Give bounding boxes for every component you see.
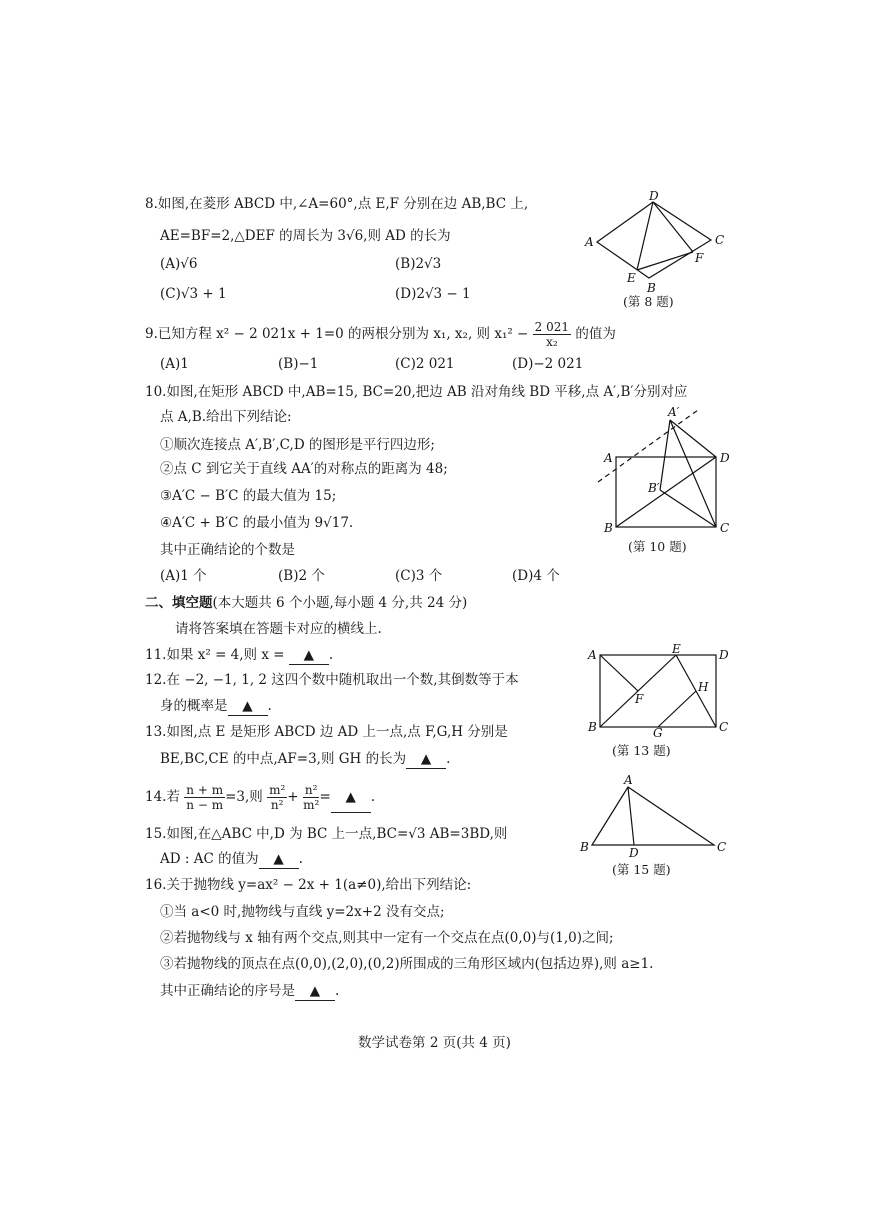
q13-label-f: F xyxy=(635,692,644,706)
q13-label-c: C xyxy=(719,720,729,734)
q8-rhombus xyxy=(597,202,711,278)
q13-label-h: H xyxy=(698,680,709,694)
q10-conclusion-2: ②点 C 到它关于直线 AA′的对称点的距离为 48; xyxy=(160,461,448,477)
q9-tail: 的值为 xyxy=(575,326,616,342)
q13-figure xyxy=(588,642,738,744)
q13-caption: (第 13 题) xyxy=(612,743,671,758)
q13-line1: 13.如图,点 E 是矩形 ABCD 边 AD 上一点,点 F,G,H 分别是 xyxy=(145,724,508,740)
q9-frac-num: 2 021 xyxy=(534,320,570,334)
q8-label-b: B xyxy=(647,281,656,295)
q14-f2-num: m² xyxy=(269,783,286,797)
q12-end: . xyxy=(267,698,272,714)
q13-answer-blank: ▲ xyxy=(406,750,446,769)
q10-label-c: C xyxy=(720,521,730,535)
q11-line xyxy=(145,646,333,665)
q14-end: . xyxy=(370,789,376,805)
q13-text: BE,BC,CE 的中点,AF=3,则 GH 的长为 xyxy=(160,751,407,767)
q10-conclusion-3: ③A′C − B′C 的最大值为 15; xyxy=(160,488,337,504)
q15-line2 xyxy=(160,850,303,869)
section2-title: 二、填空题 xyxy=(145,595,213,611)
q15-text: AD : AC 的值为 xyxy=(160,851,259,867)
section2-heading xyxy=(145,594,467,612)
q14-prefix: 14.若 xyxy=(145,789,180,805)
q10-segment-a1b1 xyxy=(660,420,670,490)
q14-f3-num: n² xyxy=(304,783,318,797)
q13-line2 xyxy=(160,750,450,769)
section2-instruction: 请将答案填在答题卡对应的横线上. xyxy=(175,621,382,637)
q12-text: 身的概率是 xyxy=(160,698,228,714)
q13-label-d: D xyxy=(719,648,729,662)
q8-option-a: (A)√6 xyxy=(160,256,198,272)
q8-label-f: F xyxy=(695,251,704,265)
q12-line1: 12.在 −2, −1, 1, 2 这四个数中随机取出一个数,其倒数等于本 xyxy=(145,672,519,688)
q14-plus: + xyxy=(287,789,299,805)
q8-segment-ef xyxy=(637,252,693,270)
q8-line2: AE=BF=2,△DEF 的周长为 3√6,则 AD 的长为 xyxy=(160,228,451,244)
q16-conclusion-2: ②若抛物线与 x 轴有两个交点,则其中一定有一个交点在点(0,0)与(1,0)之间; xyxy=(160,930,614,946)
page-footer: 数学试卷第 2 页(共 4 页) xyxy=(358,1035,511,1051)
q13-label-b: B xyxy=(588,720,597,734)
q13-label-g: G xyxy=(653,726,663,740)
q16-ask-line xyxy=(160,982,339,1001)
q14-f1-den: n − m xyxy=(186,798,224,812)
q8-label-a: A xyxy=(585,235,594,249)
q14-mid: =3,则 xyxy=(225,789,263,805)
q15-answer-blank: ▲ xyxy=(259,850,299,869)
q15-label-c: C xyxy=(717,840,727,854)
q12-line2 xyxy=(160,697,272,716)
q8-label-e: E xyxy=(627,271,636,285)
q8-segment-df xyxy=(653,202,693,252)
q14-f3-den: m² xyxy=(303,798,320,812)
q13-rectangle-diagram xyxy=(588,642,738,740)
q11-end: . xyxy=(328,647,334,663)
q9-stem: 9.已知方程 x² − 2 021x + 1=0 的两根分别为 x₁, x₂, 则 x₁² − xyxy=(145,326,533,342)
q8-caption: (第 8 题) xyxy=(623,294,674,309)
q8-option-c: (C)√3 + 1 xyxy=(160,286,227,302)
q14-fraction-1 xyxy=(184,783,225,812)
q15-line1: 15.如图,在△ABC 中,D 为 BC 上一点,BC=√3 AB=3BD,则 xyxy=(145,826,508,842)
section2-note: (本大题共 6 个小题,每小题 4 分,共 24 分) xyxy=(212,595,468,611)
q8-label-c: C xyxy=(715,233,725,247)
q11-text: 11.如果 x² = 4,则 x = xyxy=(145,647,289,663)
q16-conclusion-3: ③若抛物线的顶点在点(0,0),(2,0),(0,2)所围成的三角形区域内(包括边界),则 a≥1. xyxy=(160,956,654,972)
q9-fraction xyxy=(533,320,571,349)
q13-segment-af xyxy=(600,655,638,691)
q14-line xyxy=(145,782,375,813)
q8-label-d: D xyxy=(649,189,659,203)
q15-segment-ad xyxy=(628,787,634,845)
q14-fraction-3 xyxy=(303,783,320,812)
q8-option-d: (D)2√3 − 1 xyxy=(395,286,471,302)
q8-line1: 8.如图,在菱形 ABCD 中,∠A=60°,点 E,F 分别在边 AB,BC 上, xyxy=(145,196,529,212)
q10-label-a: A xyxy=(604,451,613,465)
q10-label-b: B xyxy=(604,521,613,535)
q10-label-d: D xyxy=(720,451,730,465)
q10-segment-a1d xyxy=(670,420,716,457)
q9-frac-den: x₂ xyxy=(546,335,558,349)
q14-answer-blank: ▲ xyxy=(331,782,371,813)
q15-end: . xyxy=(298,851,303,867)
q12-answer-blank: ▲ xyxy=(228,697,268,716)
q14-eq: = xyxy=(319,789,331,805)
q10-dashed-line xyxy=(598,410,698,482)
q10-label-b1: B′ xyxy=(648,481,660,495)
q8-rhombus-diagram xyxy=(585,189,735,302)
q16-conclusion-1: ①当 a<0 时,抛物线与直线 y=2x+2 没有交点; xyxy=(160,904,445,920)
q9-option-d: (D)−2 021 xyxy=(512,356,584,372)
q15-caption: (第 15 题) xyxy=(612,862,671,877)
q15-label-d: D xyxy=(629,846,639,860)
q8-option-b: (B)2√3 xyxy=(395,256,442,272)
q15-triangle-diagram xyxy=(578,775,738,860)
q10-option-c: (C)3 个 xyxy=(395,568,443,584)
q14-f1-num: n + m xyxy=(186,783,224,797)
q16-answer-blank: ▲ xyxy=(295,982,335,1001)
q10-option-d: (D)4 个 xyxy=(512,568,560,584)
q9-option-b: (B)−1 xyxy=(278,356,319,372)
q13-label-e: E xyxy=(672,642,681,656)
q16-end: . xyxy=(335,983,340,999)
q10-rectangle-diagram xyxy=(598,402,738,537)
q15-triangle-abc xyxy=(592,787,714,845)
q14-f2-den: n² xyxy=(270,798,284,812)
q16-line1: 16.关于抛物线 y=ax² − 2x + 1(a≠0),给出下列结论: xyxy=(145,877,472,893)
q10-option-a: (A)1 个 xyxy=(160,568,207,584)
q15-label-b: B xyxy=(580,840,589,854)
q13-segment-gh xyxy=(658,691,696,727)
q9-option-a: (A)1 xyxy=(160,356,189,372)
q10-line1: 10.如图,在矩形 ABCD 中,AB=15, BC=20,把边 AB 沿对角线 BD 平移,点 A′,B′分别对应 xyxy=(145,384,688,400)
q15-label-a: A xyxy=(624,773,633,787)
q9-line1 xyxy=(145,320,616,349)
q10-conclusion-1: ①顺次连接点 A′,B′,C,D 的图形是平行四边形; xyxy=(160,437,435,453)
q10-figure xyxy=(598,402,738,541)
q10-segment-a1c xyxy=(670,420,716,527)
q10-ask: 其中正确结论的个数是 xyxy=(160,542,295,558)
q11-answer-blank: ▲ xyxy=(289,646,329,665)
q10-option-b: (B)2 个 xyxy=(278,568,325,584)
q10-line2: 点 A,B.给出下列结论: xyxy=(160,409,292,425)
q16-ask: 其中正确结论的序号是 xyxy=(160,983,295,999)
q8-figure xyxy=(585,189,735,306)
q9-option-c: (C)2 021 xyxy=(395,356,455,372)
q14-fraction-2 xyxy=(267,783,287,812)
q10-conclusion-4: ④A′C + B′C 的最小值为 9√17. xyxy=(160,515,354,531)
q10-label-a1: A′ xyxy=(668,405,680,419)
q15-figure xyxy=(578,775,738,864)
q13-end: . xyxy=(446,751,451,767)
q13-label-a: A xyxy=(588,648,597,662)
q10-caption: (第 10 题) xyxy=(628,539,687,554)
